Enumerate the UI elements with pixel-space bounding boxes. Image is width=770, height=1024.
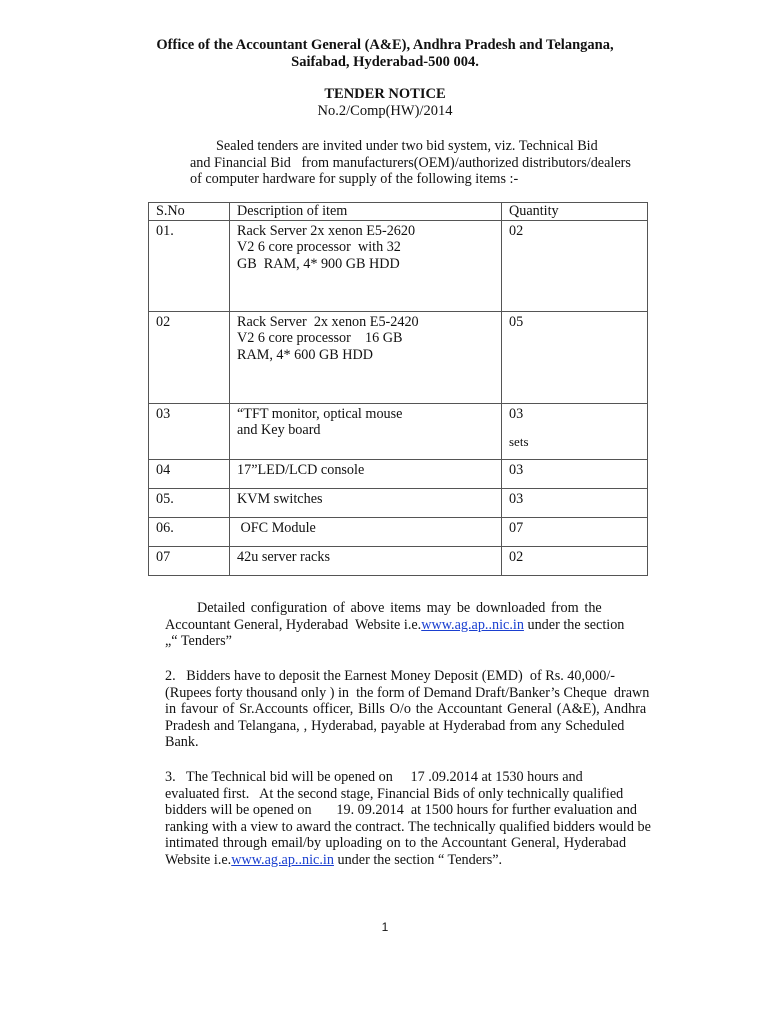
para3-line-6: Website i.e.www.ag.ap..nic.in under the section “ Tenders”. [165,851,503,868]
cell-quantity [502,517,648,546]
table-row [149,517,648,546]
description-line: OFC Module [237,519,316,536]
para2-line-2: (Rupees forty thousand only ) in the form of Demand Draft/Banker’s Cheque drawn [165,684,650,701]
para2-line-1: 2. Bidders have to deposit the Earnest Money Deposit (EMD) of Rs. 40,000/- [165,668,615,684]
para2-line-3: in favour of Sr.Accounts officer, Bills O/o the Accountant General (A&E), Andhra [165,701,647,718]
cell-description [230,311,502,403]
cell-quantity [502,403,648,459]
para2-line-4: Pradesh and Telangana, , Hyderabad, payable at Hyderabad from any Scheduled [165,717,625,734]
para1-line-3: „“ Tenders” [165,633,232,650]
description-line: V2 6 core processor 16 GB [237,330,403,346]
quantity-value: 02 [509,222,524,239]
cell-sno: 03 [149,403,230,459]
cell-sno: 01. [149,220,230,311]
description-line: Rack Server 2x xenon E5-2620 [237,222,416,239]
para3-line-3: bidders will be opened on 19. 09.2014 at 1500 hours for further evaluation and [165,802,638,819]
intro-line-3: of computer hardware for supply of the following items :- [190,171,519,188]
para3-line-4: ranking with a view to award the contract. The technically qualified bidders would be [165,818,651,835]
para3-line-2: evaluated first. At the second stage, Financial Bids of only technically qualified [165,785,624,802]
para2-line-5: Bank. [165,734,199,751]
intro-paragraph [190,138,702,188]
cell-description [230,517,502,546]
table-row [149,403,648,459]
header-quantity: Quantity [502,203,648,221]
para1-line-1: Detailed configuration of above items may be downloaded from the [197,600,602,616]
cell-description [230,488,502,517]
cell-description [230,220,502,311]
cell-sno: 07 [149,546,230,575]
quantity-value: 05 [509,313,524,330]
para3-line-5: intimated through email/by uploading on to the Accountant General, Hyderabad [165,835,627,852]
cell-quantity [502,220,648,311]
header-sno: S.No [149,203,230,221]
cell-sno: 02 [149,311,230,403]
description-line: V2 6 core processor with 32 [237,239,401,255]
paragraph-emd [165,668,703,751]
description-line: Rack Server 2x xenon E5-2420 [237,313,419,330]
description-line: 17”LED/LCD console [237,461,365,478]
office-header-line1: Office of the Accountant General (A&E), Andhra Pradesh and Telangana, [156,37,614,53]
cell-sno: 06. [149,517,230,546]
cell-quantity [502,488,648,517]
cell-quantity [502,546,648,575]
para3-line-1: 3. The Technical bid will be opened on 17 .09.2014 at 1530 hours and [165,769,583,785]
quantity-value: 02 [509,548,524,565]
description-line: and Key board [237,422,321,438]
website-link-2[interactable]: www.ag.ap..nic.in [231,851,334,868]
cell-description [230,546,502,575]
cell-sno: 04 [149,459,230,488]
quantity-value: 03 [509,490,524,507]
table-header-row [149,203,648,221]
notice-number: No.2/Comp(HW)/2014 [317,103,453,119]
intro-line-1: Sealed tenders are invited under two bid system, viz. Technical Bid [216,138,598,154]
office-header-line2: Saifabad, Hyderabad-500 004. [291,54,479,70]
quantity-value: 03 [509,405,524,422]
quantity-value: 07 [509,519,524,536]
description-line: KVM switches [237,490,323,507]
items-table [148,202,648,576]
intro-line-2: and Financial Bid from manufacturers(OEM)/authorized distributors/dealers [190,154,631,171]
table-row [149,546,648,575]
description-line: RAM, 4* 600 GB HDD [237,346,373,363]
cell-description [230,459,502,488]
table-row [149,220,648,311]
paragraph-download [165,600,703,650]
cell-quantity [502,459,648,488]
description-line: “TFT monitor, optical mouse [237,405,403,422]
description-line: 42u server racks [237,548,330,565]
quantity-unit: sets [509,434,529,449]
paragraph-opening [165,769,703,869]
cell-sno: 05. [149,488,230,517]
quantity-value: 03 [509,461,524,478]
table-row [149,488,648,517]
para1-line-2: Accountant General, Hyderabad Website i.e.www.ag.ap..nic.in under the section [165,616,625,633]
header-description: Description of item [230,203,502,221]
page-number: 1 [381,920,389,934]
table-row [149,459,648,488]
cell-description [230,403,502,459]
table-row [149,311,648,403]
notice-title: TENDER NOTICE [324,86,446,102]
website-link[interactable]: www.ag.ap..nic.in [421,616,524,633]
cell-quantity [502,311,648,403]
description-line: GB RAM, 4* 900 GB HDD [237,255,400,272]
